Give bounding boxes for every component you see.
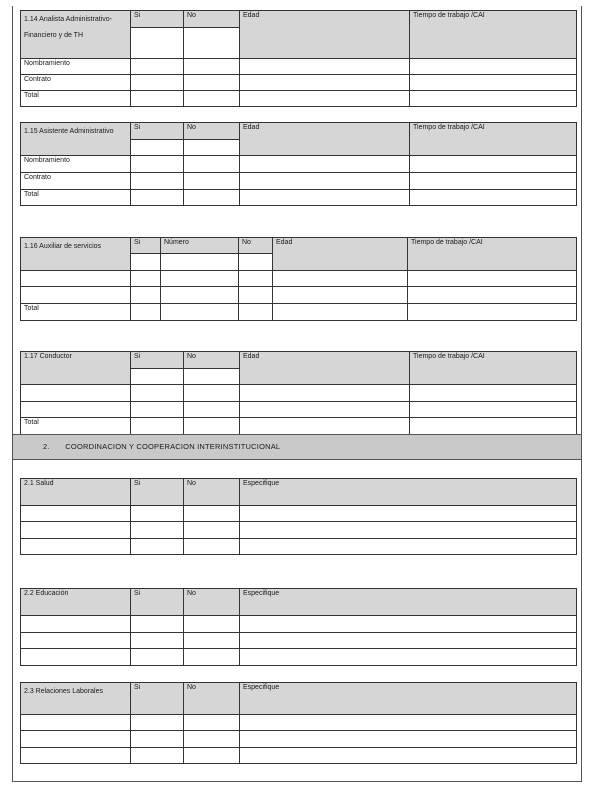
col-no: No (184, 11, 240, 28)
cell-no[interactable] (184, 28, 240, 59)
col-si: Si (131, 683, 184, 715)
table-1-16 (20, 237, 577, 321)
col-especifique: Especifique (240, 683, 577, 715)
table-title: 2.2 Educación (21, 589, 131, 616)
table-title: 2.1 Salud (21, 479, 131, 506)
row-label: Nombramiento (21, 156, 131, 173)
col-especifique: Especifique (240, 589, 577, 616)
table-title: 1.16 Auxiliar de servicios (21, 238, 131, 271)
table-2-1 (20, 478, 577, 555)
col-si: Si (131, 123, 184, 140)
row-label: Contrato (21, 173, 131, 190)
section-number: 2. (43, 442, 50, 451)
col-tiempo: Tiempo de trabajo /CAI (410, 352, 577, 385)
col-no: No (184, 123, 240, 140)
table-2-3 (20, 682, 577, 764)
col-si: Si (131, 352, 184, 369)
row-label: Total (21, 304, 131, 321)
col-no: No (184, 589, 240, 616)
section-header-2 (13, 434, 581, 460)
row-label: Total (21, 190, 131, 206)
table-title: 1.15 Asistente Administrativo (21, 123, 131, 156)
table-1-15 (20, 122, 577, 206)
col-si: Si (131, 238, 161, 254)
cell-no[interactable] (184, 140, 240, 156)
col-si: Si (131, 11, 184, 28)
table-1-14 (20, 10, 577, 107)
col-si: Si (131, 479, 184, 506)
col-si: Si (131, 589, 184, 616)
col-tiempo: Tiempo de trabajo /CAI (408, 238, 577, 271)
col-especifique: Especifique (240, 479, 577, 506)
table-title: 2.3 Relaciones Laborales (21, 683, 131, 715)
cell-si[interactable] (131, 28, 184, 59)
col-no: No (184, 683, 240, 715)
row-label: Contrato (21, 75, 131, 91)
col-tiempo: Tiempo de trabajo /CAI (410, 11, 577, 59)
col-no: No (184, 479, 240, 506)
section-title: COORDINACION Y COOPERACION INTERINSTITUCIONAL (65, 442, 281, 451)
col-tiempo: Tiempo de trabajo /CAI (410, 123, 577, 156)
col-numero: Número (161, 238, 239, 254)
col-no: No (184, 352, 240, 369)
table-1-17 (20, 351, 577, 435)
row-label: Total (21, 418, 131, 435)
col-edad: Edad (273, 238, 408, 271)
table-2-2 (20, 588, 577, 666)
row-label: Nombramiento (21, 59, 131, 75)
col-edad: Edad (240, 123, 410, 156)
table-title: 1.14 Analista Administrativo- Financiero y de TH (21, 11, 131, 59)
cell-si[interactable] (131, 140, 184, 156)
col-edad: Edad (240, 352, 410, 385)
col-edad: Edad (240, 11, 410, 59)
row-label: Total (21, 91, 131, 107)
col-no: No (239, 238, 273, 254)
table-title: 1.17 Conductor (21, 352, 131, 385)
